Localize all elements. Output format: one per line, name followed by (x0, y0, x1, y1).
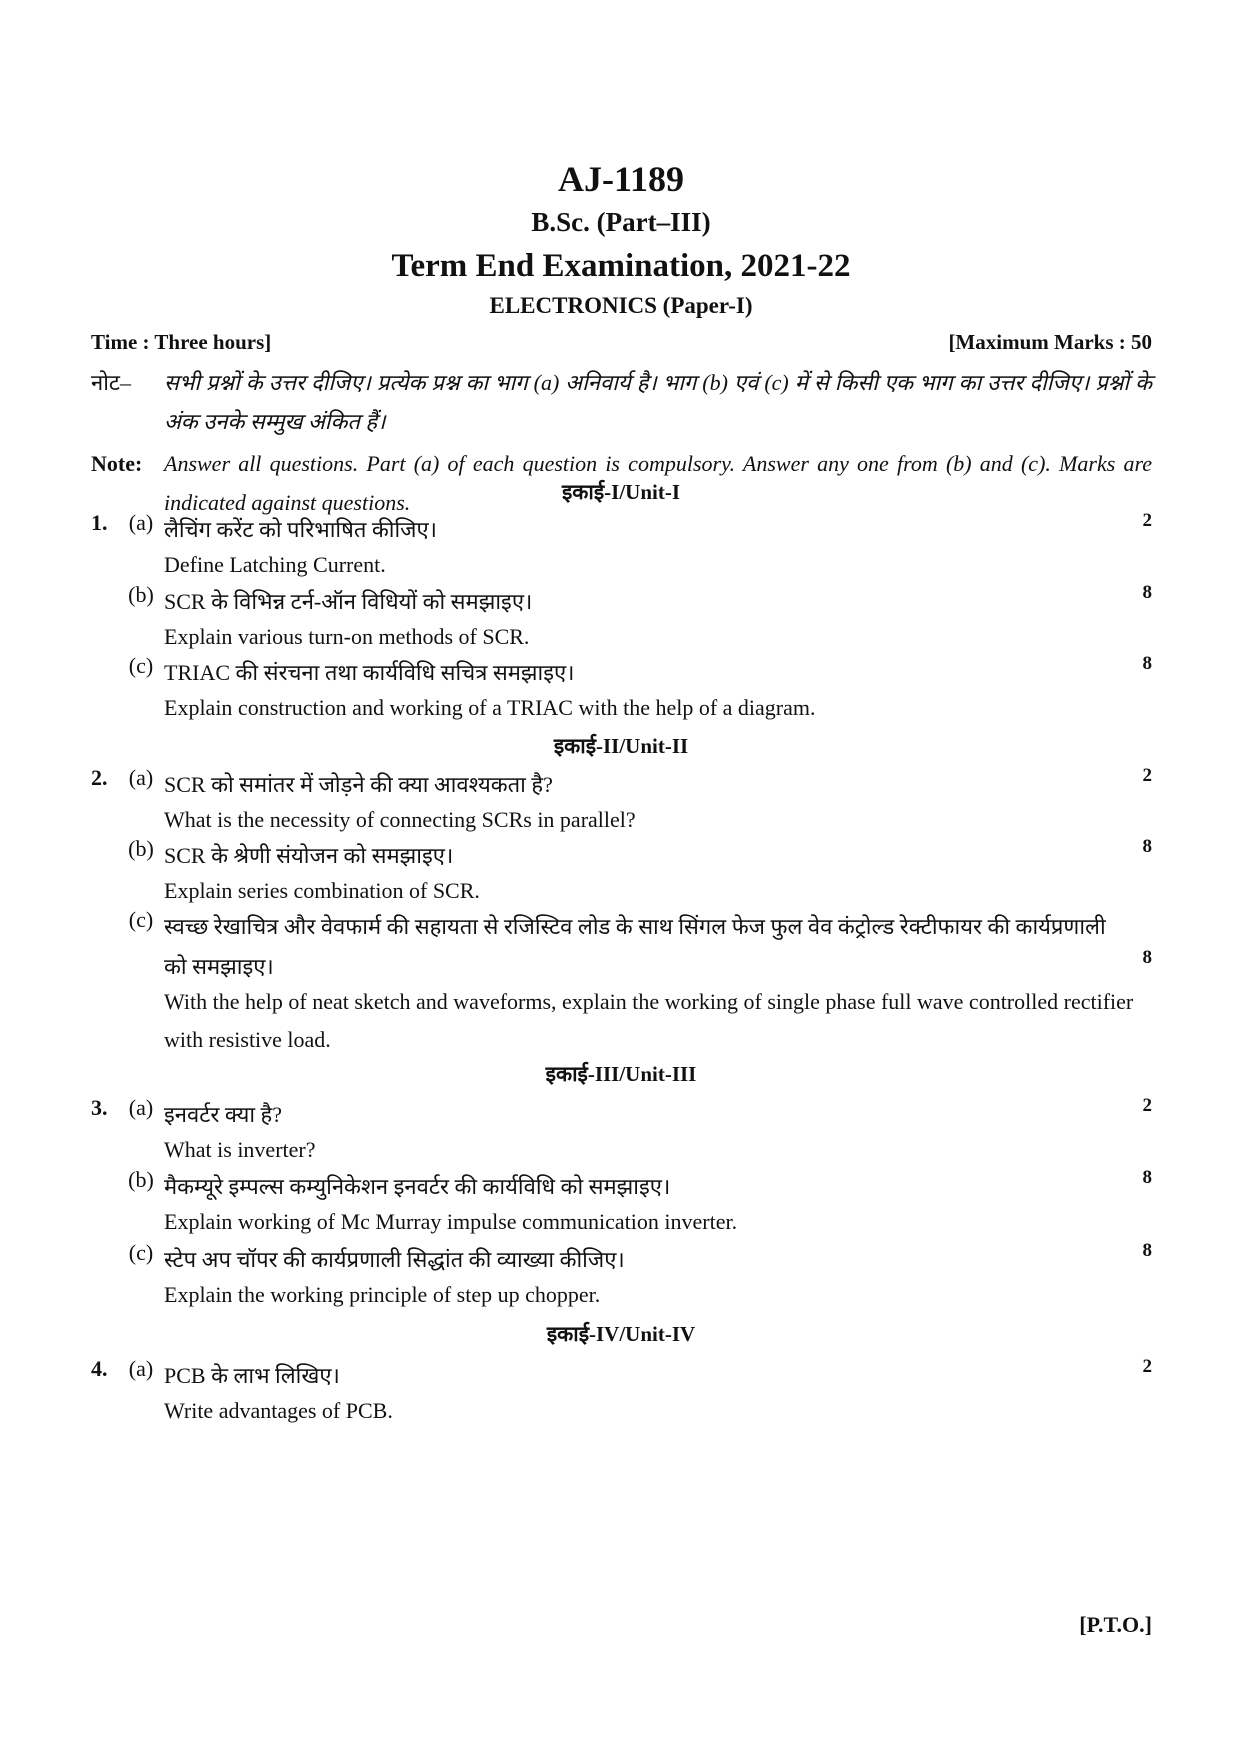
paper-title: ELECTRONICS (Paper-I) (489, 293, 753, 318)
max-marks-label: [Maximum Marks : 50 (948, 330, 1152, 354)
question-part: (b) (128, 582, 154, 607)
question-marks: 8 (1142, 653, 1152, 674)
time-label: Time : Three hours] (91, 330, 272, 354)
question-part: (a) (128, 510, 154, 535)
question-hindi: मैकम्यूरे इम्पल्स कम्युनिकेशन इनवर्टर की कार्यविधि को समझाइए। (164, 1174, 671, 1199)
question-marks: 8 (1142, 1240, 1152, 1261)
hindi-note-text: सभी प्रश्नों के उत्तर दीजिए। प्रत्येक प्रश्न का भाग (a) अनिवार्य है। भाग (b) एवं (c) में से किसी एक भाग का उत्तर दीजिए। प्रश्नों के अंक उनके सम्मुख अंकित हैं। (164, 370, 1152, 434)
question-number: 1. (91, 510, 108, 535)
question-part: (a) (128, 765, 154, 790)
question-marks: 8 (1142, 582, 1152, 603)
question-marks: 8 (1142, 947, 1152, 968)
question-part: (c) (128, 1240, 154, 1265)
course-title: B.Sc. (Part–III) (531, 207, 711, 237)
question-hindi: PCB के लाभ लिखिए। (164, 1363, 340, 1388)
question-hindi: इनवर्टर क्या है? (164, 1102, 283, 1127)
paper-code: AJ-1189 (558, 159, 684, 199)
question-number: 3. (91, 1095, 108, 1120)
hindi-note (91, 363, 1152, 443)
question-hindi: SCR के विभिन्न टर्न-ऑन विधियों को समझाइए। (164, 589, 533, 614)
question-part: (b) (128, 836, 154, 861)
question-english: Explain the working principle of step up chopper. (164, 1282, 601, 1307)
hindi-note-label: नोट– (91, 370, 131, 395)
question-marks: 8 (1142, 1167, 1152, 1188)
question-part: (c) (128, 907, 154, 932)
question-marks: 2 (1142, 1095, 1152, 1116)
question-part: (c) (128, 653, 154, 678)
question-hindi: स्टेप अप चॉपर की कार्यप्रणाली सिद्धांत की व्याख्या कीजिए। (164, 1247, 625, 1272)
english-note-text: Answer all questions. Part (a) of each question is compulsory. Answer any one from (b) and (c). Marks are indicated against questions. (164, 451, 1152, 515)
unit-heading: इकाई-IV/Unit-IV (546, 1322, 696, 1346)
question-english: Explain construction and working of a TRIAC with the help of a diagram. (164, 695, 816, 720)
english-note-label: Note: (91, 451, 143, 476)
question-hindi: SCR के श्रेणी संयोजन को समझाइए। (164, 843, 454, 868)
question-hindi: SCR को समांतर में जोड़ने की क्या आवश्यकता है? (164, 772, 553, 797)
question-hindi: स्वच्छ रेखाचित्र और वेवफार्म की सहायता से रजिस्टिव लोड के साथ सिंगल फेज फुल वेव कंट्रोल्ड रेक्टीफायर की कार्यप्रणाली को समझाइए। (164, 914, 1106, 979)
unit-heading: इकाई-II/Unit-II (553, 734, 689, 758)
question-english: What is inverter? (164, 1137, 316, 1162)
question-marks: 2 (1142, 510, 1152, 531)
question-marks: 2 (1142, 765, 1152, 786)
question-marks: 8 (1142, 836, 1152, 857)
unit-heading: इकाई-I/Unit-I (561, 480, 681, 504)
question-hindi: TRIAC की संरचना तथा कार्यविधि सचित्र समझाइए। (164, 660, 575, 685)
question-english: Write advantages of PCB. (164, 1398, 393, 1423)
question-english: Explain series combination of SCR. (164, 878, 480, 903)
question-part: (a) (128, 1356, 154, 1381)
question-part: (a) (128, 1095, 154, 1120)
question-english: Define Latching Current. (164, 552, 386, 577)
question-english: What is the necessity of connecting SCRs in parallel? (164, 807, 636, 832)
pto-label: [P.T.O.] (1079, 1612, 1152, 1637)
unit-heading: इकाई-III/Unit-III (545, 1062, 697, 1086)
question-english: With the help of neat sketch and waveforms, explain the working of single phase full wave controlled rectifier with resistive load. (164, 989, 1134, 1052)
question-hindi: लैचिंग करेंट को परिभाषित कीजिए। (164, 517, 437, 542)
exam-title: Term End Examination, 2021-22 (391, 248, 851, 284)
question-english: Explain working of Mc Murray impulse communication inverter. (164, 1209, 738, 1234)
question-marks: 2 (1142, 1356, 1152, 1377)
question-part: (b) (128, 1167, 154, 1192)
question-number: 4. (91, 1356, 108, 1381)
question-number: 2. (91, 765, 108, 790)
question-english: Explain various turn-on methods of SCR. (164, 624, 530, 649)
